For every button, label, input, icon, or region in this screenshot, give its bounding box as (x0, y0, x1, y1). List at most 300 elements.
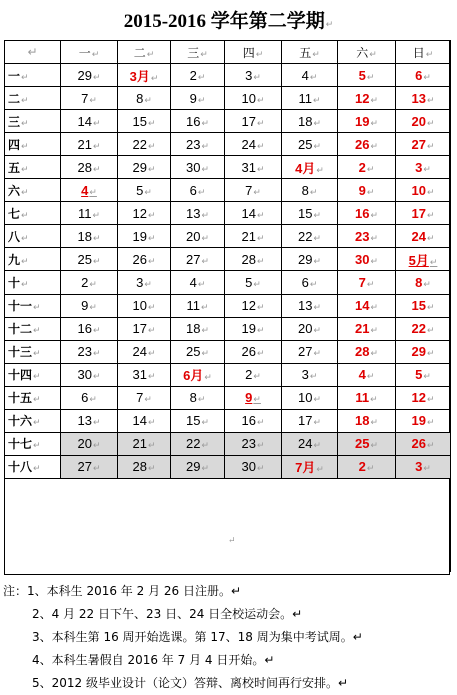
day-cell-text: 12 (354, 90, 370, 106)
week-label (5, 133, 61, 156)
paragraph-mark: ↵ (426, 186, 435, 197)
day-cell-text: 27 (185, 251, 201, 267)
day-cell-text: 14 (77, 113, 92, 129)
paragraph-mark: ↵ (201, 463, 209, 474)
paragraph-mark: ↵ (201, 255, 209, 266)
week-label-text: 九 (8, 252, 21, 267)
day-cell-text: 29 (297, 251, 313, 267)
paragraph-mark: ↵ (147, 255, 156, 266)
week-label (5, 110, 61, 133)
day-cell-text: 7月 (295, 460, 316, 476)
paragraph-mark: ↵ (256, 440, 265, 451)
day-cell (338, 64, 396, 87)
day-cell-text: 6 (81, 390, 89, 406)
day-cell (338, 225, 396, 248)
week-label (5, 363, 61, 386)
day-cell-text: 24 (241, 136, 256, 152)
day-cell (171, 133, 225, 156)
week-row (5, 386, 451, 409)
day-cell (225, 409, 282, 432)
paragraph-mark: ↵ (147, 209, 156, 220)
paragraph-mark: ↵ (201, 325, 209, 336)
note-line: 2、4 月 22 日下午、23 日、24 日全校运动会。↵ (32, 607, 303, 621)
paragraph-mark: ↵ (201, 140, 209, 151)
day-cell (282, 110, 338, 133)
blank-cell (5, 478, 451, 572)
day-cell-text: 6 (189, 182, 197, 198)
day-cell (338, 386, 396, 409)
paragraph-mark: ↵ (256, 325, 265, 336)
day-cell (171, 271, 225, 294)
week-label-text: 十 (8, 275, 21, 290)
paragraph-mark: ↵ (313, 394, 321, 405)
paragraph-mark: ↵ (366, 186, 375, 197)
day-cell-text: 16 (77, 321, 92, 337)
paragraph-mark: ↵ (366, 371, 375, 382)
day-cell (118, 409, 171, 432)
paragraph-mark: ↵ (256, 117, 265, 128)
day-cell (396, 363, 451, 386)
paragraph-mark: ↵ (89, 394, 97, 405)
day-cell-text: 23 (354, 228, 370, 244)
day-cell-text: 6月 (183, 368, 204, 384)
notes (3, 580, 453, 695)
day-cell (282, 432, 338, 455)
paragraph-mark: ↵ (197, 71, 206, 82)
day-cell-text: 20 (185, 228, 201, 244)
day-cell (225, 87, 282, 110)
day-cell-text: 30 (241, 459, 256, 475)
paragraph-mark: ↵ (369, 49, 377, 60)
paragraph-mark: ↵ (147, 140, 156, 151)
week-label-text: 七 (8, 206, 21, 221)
day-cell (118, 317, 171, 340)
day-cell-text: 27 (411, 136, 426, 152)
day-cell-text: 29 (185, 459, 201, 475)
day-cell-text: 5 (415, 367, 423, 383)
day-cell-text: 18 (297, 113, 313, 129)
day-cell-text: 11 (77, 205, 92, 221)
day-cell-text: 5月 (408, 252, 429, 268)
day-cell-text: 28 (241, 251, 256, 267)
day-cell (61, 64, 118, 87)
paragraph-mark: ↵ (146, 49, 155, 60)
paragraph-mark: ↵ (256, 163, 265, 174)
page-title: 2015-2016 学年第二学期↵ (123, 11, 334, 32)
day-cell (61, 225, 118, 248)
day-cell (171, 64, 225, 87)
day-cell (118, 87, 171, 110)
paragraph-mark: ↵ (256, 417, 265, 428)
day-cell (171, 179, 225, 202)
paragraph-mark: ↵ (92, 232, 101, 243)
day-cell (338, 179, 396, 202)
day-cell (282, 202, 338, 225)
day-cell (225, 317, 282, 340)
paragraph-mark: ↵ (426, 302, 435, 313)
weekday-header (396, 41, 451, 64)
weekday-header (118, 41, 171, 64)
weekday-header-row (5, 41, 451, 64)
paragraph-mark: ↵ (21, 233, 29, 244)
paragraph-mark: ↵ (89, 302, 97, 313)
day-cell-text: 7 (81, 90, 89, 106)
week-label (5, 87, 61, 110)
day-cell-text: 15 (297, 205, 313, 221)
day-cell (61, 271, 118, 294)
day-cell-text: 2 (358, 159, 366, 175)
week-label (5, 294, 61, 317)
day-cell-text: 18 (185, 321, 201, 337)
day-cell (338, 133, 396, 156)
day-cell (338, 294, 396, 317)
day-cell (396, 225, 451, 248)
day-cell (396, 432, 451, 455)
day-cell-text: 13 (411, 90, 426, 106)
day-cell (118, 64, 171, 87)
day-cell-text: 16 (354, 205, 370, 221)
day-cell (118, 455, 171, 478)
day-cell-text: 25 (354, 436, 370, 452)
week-label (5, 179, 61, 202)
day-cell (171, 363, 225, 386)
paragraph-mark: ↵ (426, 140, 435, 151)
weekday-header (61, 41, 118, 64)
day-cell (171, 432, 225, 455)
week-label-text: 十六 (8, 414, 33, 429)
paragraph-mark: ↵ (33, 464, 41, 475)
day-cell-text: 7 (358, 274, 366, 290)
day-cell-text: 24 (411, 228, 426, 244)
day-cell-text: 4 (301, 67, 309, 83)
paragraph-mark: ↵ (92, 117, 101, 128)
paragraph-mark: ↵ (313, 209, 321, 220)
paragraph-mark: ↵ (201, 209, 209, 220)
week-row (5, 409, 451, 432)
day-cell-text: 17 (241, 113, 256, 129)
day-cell-text: 10 (132, 298, 147, 314)
day-cell (338, 248, 396, 271)
blank-row (5, 478, 451, 572)
paragraph-mark: ↵ (426, 394, 435, 405)
paragraph-mark: ↵ (144, 278, 152, 289)
day-cell (282, 179, 338, 202)
day-cell (118, 202, 171, 225)
day-cell (338, 156, 396, 179)
paragraph-mark: ↵ (201, 417, 209, 428)
day-cell-text: 13 (77, 413, 92, 429)
paragraph-mark: ↵ (423, 278, 431, 289)
day-cell (61, 133, 118, 156)
day-cell (225, 455, 282, 478)
day-cell-text: 12 (241, 298, 256, 314)
day-cell (282, 225, 338, 248)
paragraph-mark: ↵ (426, 348, 435, 359)
week-row (5, 340, 451, 363)
paragraph-mark: ↵ (147, 232, 156, 243)
weekday-header (171, 41, 225, 64)
week-row (5, 202, 451, 225)
day-cell-text: 6 (415, 67, 423, 83)
paragraph-mark: ↵ (429, 256, 438, 267)
week-label-text: 十五 (8, 391, 33, 406)
day-cell-text: 15 (411, 298, 426, 314)
week-label-text: 十八 (8, 460, 33, 475)
day-cell-text: 27 (77, 459, 92, 475)
header-corner-text: ↵ (27, 45, 38, 60)
paragraph-mark: ↵ (201, 232, 209, 243)
week-label-text: 五 (8, 160, 21, 175)
paragraph-mark: ↵ (256, 302, 265, 313)
paragraph-mark: ↵ (313, 440, 321, 451)
day-cell (338, 271, 396, 294)
day-cell (396, 179, 451, 202)
header-corner (5, 41, 61, 64)
day-cell-text: 22 (185, 436, 201, 452)
paragraph-mark: ↵ (21, 141, 29, 152)
day-cell-text: 4 (189, 274, 197, 290)
paragraph-mark: ↵ (256, 94, 265, 105)
day-cell (225, 363, 282, 386)
week-label (5, 386, 61, 409)
paragraph-mark: ↵ (21, 256, 29, 267)
paragraph-mark: ↵ (147, 440, 156, 451)
day-cell (338, 409, 396, 432)
day-cell (282, 409, 338, 432)
paragraph-mark: ↵ (92, 71, 101, 82)
day-cell-text: 8 (301, 182, 309, 198)
day-cell-text: 3 (301, 367, 309, 383)
week-label-text: 八 (8, 229, 21, 244)
day-cell-text: 8 (415, 274, 423, 290)
day-cell (282, 64, 338, 87)
day-cell-text: 28 (354, 344, 370, 360)
paragraph-mark: ↵ (92, 440, 101, 451)
day-cell (225, 340, 282, 363)
paragraph-mark: ↵ (370, 94, 378, 105)
paragraph-mark: ↵ (309, 371, 318, 382)
day-cell-text: 24 (297, 436, 313, 452)
week-row (5, 133, 451, 156)
paragraph-mark: ↵ (197, 186, 206, 197)
day-cell-text: 17 (297, 413, 313, 429)
week-label (5, 317, 61, 340)
day-cell-text: 9 (189, 90, 197, 106)
day-cell (171, 225, 225, 248)
day-cell-text: 21 (241, 228, 256, 244)
day-cell (61, 432, 118, 455)
paragraph-mark: ↵ (21, 164, 29, 175)
note-line: 3、本科生第 16 周开始选课。第 17、18 周为集中考试周。↵ (32, 630, 363, 644)
day-cell-text: 10 (297, 390, 313, 406)
day-cell (61, 110, 118, 133)
paragraph-mark: ↵ (256, 232, 265, 243)
week-row (5, 432, 451, 455)
day-cell (61, 179, 118, 202)
day-cell (171, 294, 225, 317)
paragraph-mark: ↵ (253, 71, 261, 82)
paragraph-mark: ↵ (144, 186, 152, 197)
day-cell-text: 29 (411, 344, 426, 360)
day-cell-text: 21 (132, 436, 147, 452)
week-row (5, 179, 451, 202)
paragraph-mark: ↵ (253, 394, 261, 405)
day-cell-text: 7 (245, 182, 253, 198)
paragraph-mark: ↵ (370, 325, 378, 336)
day-cell (396, 248, 451, 271)
week-label (5, 409, 61, 432)
week-row (5, 317, 451, 340)
paragraph-mark: ↵ (92, 140, 101, 151)
week-label-text: 十四 (8, 368, 33, 383)
week-label (5, 271, 61, 294)
day-cell (118, 386, 171, 409)
day-cell (118, 432, 171, 455)
day-cell-text: 26 (241, 344, 256, 360)
day-cell (282, 156, 338, 179)
paragraph-mark: ↵ (426, 325, 435, 336)
paragraph-mark: ↵ (253, 186, 261, 197)
day-cell-text: 4月 (295, 160, 316, 176)
day-cell-text: 3月 (129, 68, 150, 84)
calendar-table (4, 40, 451, 572)
day-cell (171, 317, 225, 340)
day-cell-text: 13 (297, 298, 313, 314)
day-cell (118, 340, 171, 363)
weekday-header (225, 41, 282, 64)
week-row (5, 87, 451, 110)
paragraph-mark: ↵ (313, 255, 321, 266)
day-cell-text: 25 (297, 136, 313, 152)
paragraph-mark: ↵ (423, 371, 431, 382)
day-cell (118, 133, 171, 156)
day-cell-text: 5 (245, 274, 253, 290)
paragraph-mark: ↵ (89, 278, 97, 289)
day-cell (225, 386, 282, 409)
paragraph-mark: ↵ (423, 163, 431, 174)
paragraph-mark: ↵ (201, 348, 209, 359)
weekday-header-text: 三 (187, 45, 200, 60)
paragraph-mark: ↵ (366, 463, 375, 474)
day-cell-text: 19 (132, 228, 147, 244)
weekday-header-text: 一 (78, 45, 91, 60)
week-label-text: 十三 (8, 345, 33, 360)
paragraph-mark: ↵ (370, 417, 378, 428)
paragraph-mark: ↵ (144, 94, 152, 105)
paragraph-mark: ↵ (201, 163, 209, 174)
day-cell (225, 294, 282, 317)
day-cell (118, 110, 171, 133)
paragraph-mark: ↵ (33, 441, 41, 452)
day-cell-text: 28 (132, 459, 147, 475)
paragraph-mark: ↵ (313, 325, 321, 336)
day-cell-text: 8 (136, 90, 144, 106)
day-cell (282, 248, 338, 271)
day-cell-text: 14 (132, 413, 147, 429)
paragraph-mark: ↵ (201, 440, 209, 451)
paragraph-mark: ↵ (370, 394, 378, 405)
week-label-text: 一 (8, 68, 21, 83)
day-cell (338, 340, 396, 363)
paragraph-mark: ↵ (92, 417, 101, 428)
paragraph-mark: ↵ (147, 117, 156, 128)
day-cell (338, 317, 396, 340)
paragraph-mark: ↵ (256, 209, 265, 220)
day-cell (171, 248, 225, 271)
paragraph-mark: ↵ (92, 371, 101, 382)
day-cell (225, 248, 282, 271)
day-cell-text: 22 (297, 228, 313, 244)
week-row (5, 455, 451, 478)
day-cell-text: 19 (354, 113, 370, 129)
day-cell (225, 225, 282, 248)
day-cell (171, 110, 225, 133)
paragraph-mark: ↵ (370, 232, 378, 243)
paragraph-mark: ↵ (201, 117, 209, 128)
paragraph-mark: ↵ (370, 117, 378, 128)
day-cell (171, 202, 225, 225)
day-cell-text: 2 (81, 274, 89, 290)
week-row (5, 64, 451, 87)
day-cell-text: 14 (354, 298, 370, 314)
day-cell (396, 110, 451, 133)
week-label (5, 455, 61, 478)
day-cell (396, 317, 451, 340)
day-cell-text: 15 (185, 413, 201, 429)
paragraph-mark: ↵ (426, 94, 435, 105)
day-cell (118, 156, 171, 179)
paragraph-mark: ↵ (256, 140, 265, 151)
week-label-text: 二 (8, 91, 21, 106)
paragraph-mark: ↵ (312, 49, 320, 60)
paragraph-mark: ↵ (426, 117, 435, 128)
day-cell (338, 87, 396, 110)
day-cell-text: 20 (411, 113, 426, 129)
day-cell-text: 30 (185, 159, 201, 175)
day-cell (118, 225, 171, 248)
day-cell-text: 18 (77, 228, 92, 244)
day-cell-text: 20 (297, 321, 313, 337)
paragraph-mark: ↵ (200, 302, 209, 313)
paragraph-mark: ↵ (426, 440, 435, 451)
paragraph-mark: ↵ (91, 49, 100, 60)
paragraph-mark: ↵ (423, 463, 431, 474)
paragraph-mark: ↵ (370, 348, 378, 359)
weekday-header-text: 五 (299, 45, 312, 60)
day-cell-text: 11 (186, 298, 200, 314)
paragraph-mark: ↵ (313, 232, 321, 243)
day-cell-text: 31 (241, 159, 256, 175)
day-cell (61, 363, 118, 386)
paragraph-mark: ↵ (366, 71, 375, 82)
paragraph-mark: ↵ (370, 440, 378, 451)
week-row (5, 248, 451, 271)
paragraph-mark: ↵ (147, 371, 156, 382)
paragraph-mark: ↵ (309, 278, 318, 289)
paragraph-mark: ↵ (21, 210, 29, 221)
paragraph-mark: ↵ (309, 186, 318, 197)
day-cell-text: 14 (241, 205, 256, 221)
week-label-text: 六 (8, 183, 21, 198)
week-label (5, 64, 61, 87)
paragraph-mark: ↵ (33, 372, 41, 383)
day-cell-text: 17 (411, 205, 426, 221)
day-cell (61, 455, 118, 478)
day-cell (282, 340, 338, 363)
week-row (5, 294, 451, 317)
paragraph-mark: ↵ (253, 278, 261, 289)
paragraph-mark: ↵ (147, 163, 156, 174)
